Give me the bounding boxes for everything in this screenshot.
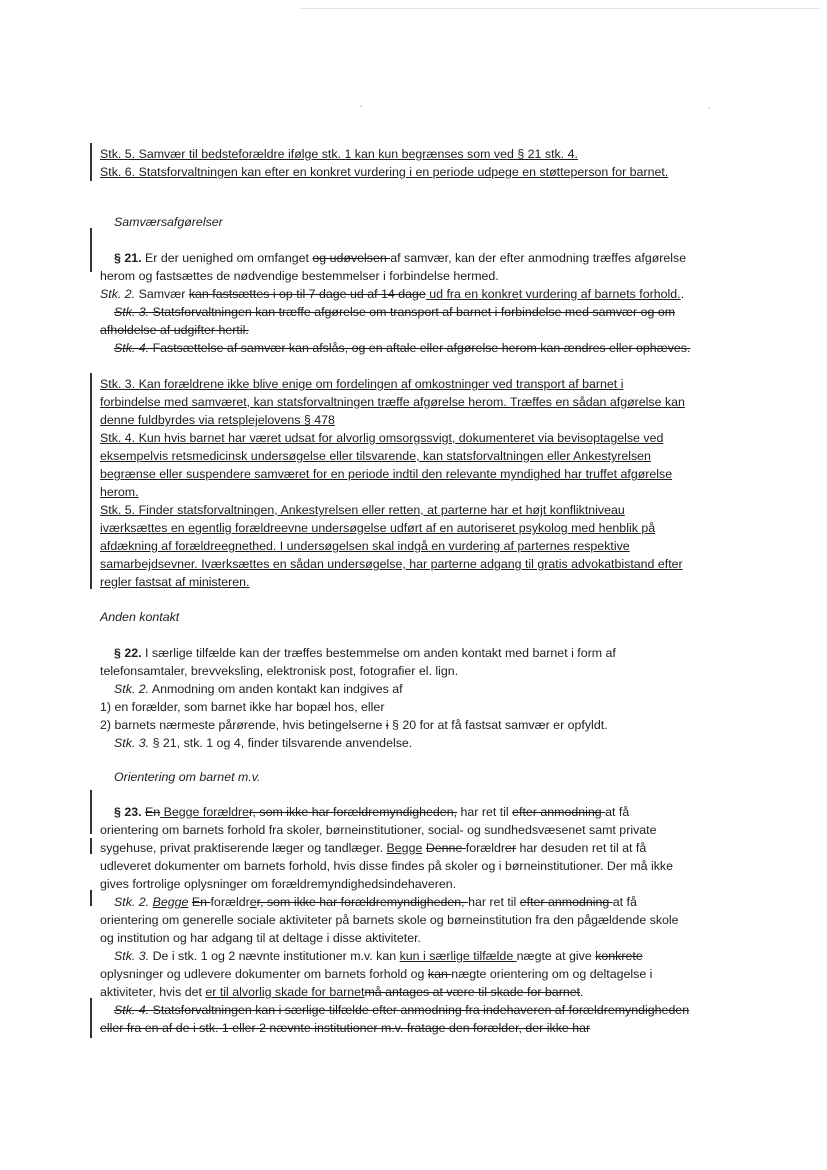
text-run: herom og fastsættes de nødvendige bestemmelser i forbindelse hermed. [100, 269, 499, 283]
text-line [114, 947, 643, 965]
deleted-text: Statsforvaltningen kan træffe afgørelse om transport af barnet i forbindelse med samvær og om [149, 305, 676, 319]
deleted-text: r, som ikke har forældremyndigheden, [249, 805, 458, 819]
text-run: 1) en forælder, som barnet ikke har bopæl hos, eller [100, 700, 385, 714]
inserted-text: ud fra en konkret vurdering af barnets forhold. [425, 287, 681, 301]
revision-bar [90, 998, 92, 1038]
text-line [114, 249, 686, 267]
deleted-text: En [145, 805, 161, 819]
text-run: oplysninger og udlevere dokumenter om barnets forhold og [100, 967, 428, 981]
text-run: § 21. [114, 251, 142, 265]
deleted-text: konkrete [595, 949, 643, 963]
inserted-text: herom. [100, 485, 139, 499]
text-run: Stk. 2. [100, 287, 136, 301]
revision-bar [90, 838, 92, 854]
text-run: og institution og har adgang til at deltage i disse aktiviteter. [100, 931, 421, 945]
inserted-text: forældr [202, 805, 243, 819]
text-line [114, 680, 403, 698]
deleted-text: Statsforvaltningen kan i særlige tilfælde efter anmodning fra indehaveren af forældremyndigheden [149, 1003, 690, 1017]
text-line [114, 303, 675, 321]
text-line [100, 501, 625, 519]
text-line [100, 519, 655, 537]
inserted-text: e [249, 895, 257, 909]
text-run: § 23. [114, 805, 142, 819]
text-line [100, 857, 673, 875]
text-run: . [680, 287, 685, 301]
inserted-text: Stk. 5. Samvær til bedsteforældre ifølge stk. 1 kan kun begrænses som ved § 21 stk. 4. [100, 147, 578, 161]
text-line [100, 1019, 590, 1037]
deleted-text: Stk. 3. [114, 305, 150, 319]
deleted-text: kan fastsættes i op til 7 dage ud af 14 dage [188, 287, 426, 301]
text-run: Stk. 3. [114, 949, 150, 963]
text-run: aktiviteter, hvis det [100, 985, 206, 999]
deleted-text: er [505, 841, 517, 855]
deleted-text: Stk. 4. [114, 1003, 150, 1017]
inserted-text: Stk. 6. Statsforvaltningen kan efter en konkret vurdering i en periode udpege en støtteperson for barnet. [100, 165, 669, 179]
inserted-text: samarbejdsevner. Iværksættes en sådan undersøgelse, har parterne adgang til gratis advokatbistand efter [100, 557, 683, 571]
text-run: har ret til [457, 805, 513, 819]
scan-speck [360, 105, 362, 107]
inserted-text: er til alvorlig skade for barnet [205, 985, 365, 999]
text-run: Samværsafgørelser [114, 215, 223, 229]
inserted-text: Begge [386, 841, 423, 855]
scan-edge-line [300, 8, 820, 9]
text-line [100, 321, 249, 339]
text-line [100, 537, 630, 555]
text-run: Stk. 2. [114, 895, 150, 909]
scan-speck [708, 107, 710, 109]
deleted-text: i [385, 718, 389, 732]
text-run: har desuden ret til at få [516, 841, 647, 855]
text-line [100, 821, 657, 839]
inserted-text: kun i særlige tilfælde [399, 949, 517, 963]
text-line [114, 644, 616, 662]
text-run: Samvær [135, 287, 189, 301]
text-line [100, 465, 672, 483]
text-line [100, 983, 584, 1001]
inserted-text: iværksættes en egentlig forældreevne undersøgelse udført af en autoriseret psykolog med henblik på [100, 521, 656, 535]
text-run: sygehuse, privat praktiserende læger og tandlæger. [100, 841, 387, 855]
text-run: at få [605, 805, 630, 819]
deleted-text: En [191, 895, 211, 909]
text-line [100, 573, 249, 591]
text-line [100, 929, 421, 947]
text-run: gives fortrolige oplysninger om forældremyndighedsindehaveren. [100, 877, 457, 891]
text-line [100, 875, 456, 893]
text-line [100, 267, 499, 285]
text-run: De i stk. 1 og 2 nævnte institutioner m.v. kan [149, 949, 400, 963]
inserted-text: forbindelse med samværet, kan statsforvaltningen træffe afgørelse herom. Træffes en sådan afgørelse kan [100, 395, 685, 409]
inserted-text: e [242, 805, 250, 819]
text-run: har ret til [468, 895, 520, 909]
text-run: orientering om barnets forhold fra skoler, børneinstitutioner, social- og sundhedsvæsenet samt private [100, 823, 657, 837]
text-run: Er der uenighed om omfanget [141, 251, 313, 265]
text-line [100, 393, 685, 411]
text-line [114, 1001, 689, 1019]
text-run: forældr [210, 895, 250, 909]
text-run: orientering om generelle sociale aktiviteter på barnets skole og børneinstitution fra den pågældende skole [100, 913, 679, 927]
text-run: Orientering om barnet m.v. [114, 770, 261, 784]
text-line [114, 339, 690, 357]
deleted-text: Fastsættelse af samvær kan afslås, og en aftale eller afgørelse herom kan ændres eller ophæves. [149, 341, 691, 355]
text-line [100, 911, 679, 929]
text-line [114, 803, 629, 821]
text-line [100, 483, 139, 501]
deleted-text: efter anmodning [512, 805, 606, 819]
inserted-text: Stk. 5. Finder statsforvaltningen, Ankestyrelsen eller retten, at parterne har et højt konfliktniveau [100, 503, 625, 517]
text-line [100, 698, 384, 716]
deleted-text: Denne [425, 841, 466, 855]
section-heading [114, 213, 223, 231]
inserted-text: Stk. 3. Kan forældrene ikke blive enige om fordelingen af omkostninger ved transport af barnet i [100, 377, 624, 391]
inserted-text: Begge [152, 895, 189, 909]
text-line [100, 839, 646, 857]
deleted-text: efter anmodning [519, 895, 613, 909]
text-line [100, 716, 608, 734]
revision-bar [90, 790, 92, 834]
text-line [100, 429, 663, 447]
text-run: af samvær, kan der efter anmodning træffes afgørelse [390, 251, 687, 265]
revision-bar [90, 373, 92, 589]
text-run: § 21, stk. 1 og 4, finder tilsvarende anvendelse. [149, 736, 413, 750]
text-line [114, 734, 412, 752]
text-line [100, 447, 651, 465]
inserted-text: eksempelvis retsmedicinsk undersøgelse eller tilsvarende, kan statsforvaltningen eller Ankestyrelsen [100, 449, 651, 463]
text-line [100, 375, 623, 393]
text-line [100, 411, 335, 429]
deleted-text: kan [427, 967, 452, 981]
inserted-text: begrænse eller suspendere samværet for en periode indtil den relevante myndighed har truffet afgørelse [100, 467, 673, 481]
text-run: forældr [465, 841, 506, 855]
inserted-text: Begge [160, 805, 203, 819]
inserted-text: regler fastsat af ministeren. [100, 575, 250, 589]
text-line [100, 662, 458, 680]
deleted-text: og udøvelsen [312, 251, 391, 265]
text-run: I særlige tilfælde kan der træffes bestemmelse om anden kontakt med barnet i form af [141, 646, 616, 660]
text-line [100, 145, 578, 163]
deleted-text: må antages at være til skade for barnet [364, 985, 581, 999]
text-line [100, 285, 684, 303]
revision-bar [90, 890, 92, 906]
deleted-text: r, som ikke har forældremyndigheden, [256, 895, 469, 909]
text-line [100, 965, 652, 983]
text-run: § 20 for at få fastsat samvær er opfyldt. [388, 718, 608, 732]
deleted-text: Stk. 4. [114, 341, 150, 355]
text-run: nægte orientering om og deltagelse i [451, 967, 653, 981]
inserted-text: denne fuldbyrdes via retsplejelovens § 478 [100, 413, 335, 427]
text-run: udleveret dokumenter om barnets forhold, hvis disse findes på skoler og i børneinstitutioner. Der må ikke [100, 859, 674, 873]
section-heading [100, 608, 179, 626]
text-run: Anmodning om anden kontakt kan indgives af [149, 682, 403, 696]
text-run: nægte at give [516, 949, 596, 963]
revision-bar [90, 228, 92, 272]
text-run: § 22. [114, 646, 142, 660]
text-run: Stk. 2. [114, 682, 150, 696]
text-run: telefonsamtaler, brevveksling, elektronisk post, fotografier el. lign. [100, 664, 459, 678]
section-heading [114, 768, 260, 786]
inserted-text: afdækning af forældreegnethed. I undersøgelsen skal indgå en vurdering af parternes respektive [100, 539, 630, 553]
text-run: Anden kontakt [100, 610, 180, 624]
text-run: . [580, 985, 584, 999]
text-run: Stk. 3. [114, 736, 150, 750]
inserted-text: Stk. 4. Kun hvis barnet har været udsat for alvorlig omsorgssvigt, dokumenteret via bevisoptagelse ved [100, 431, 664, 445]
text-run: at få [612, 895, 637, 909]
deleted-text: afholdelse af udgifter hertil. [100, 323, 249, 337]
text-line [100, 555, 683, 573]
text-line [100, 163, 668, 181]
text-line [114, 893, 637, 911]
text-run: 2) barnets nærmeste pårørende, hvis betingelserne [100, 718, 386, 732]
deleted-text: eller fra en af de i stk. 1 eller 2 nævnte institutioner m.v. fratage den forælder, der ikke har [100, 1021, 591, 1035]
revision-bar [90, 143, 92, 181]
